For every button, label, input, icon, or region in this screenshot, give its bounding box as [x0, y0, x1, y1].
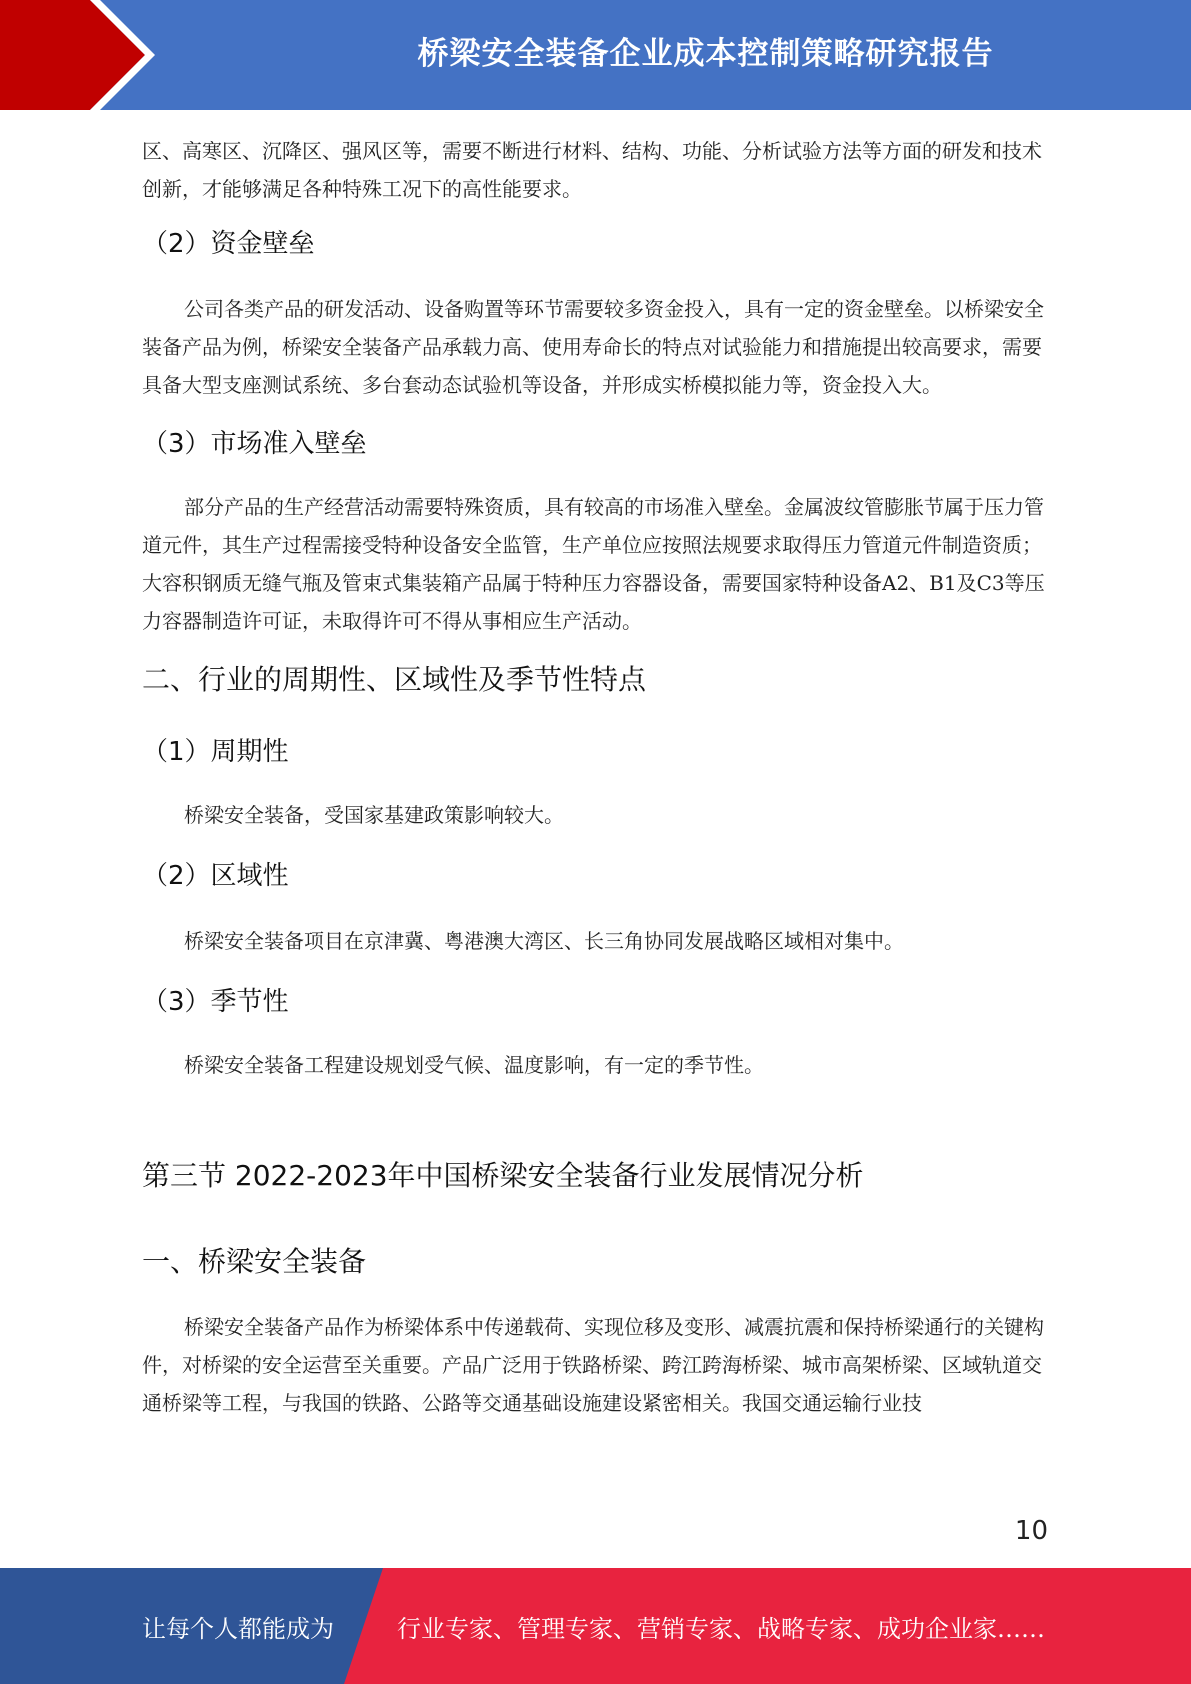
footer-slogan-right: 行业专家、管理专家、营销专家、战略专家、成功企业家……	[397, 1614, 1045, 1643]
heading-funding-barrier: （2）资金壁垒	[142, 229, 315, 259]
seasonality-paragraph: 桥梁安全装备工程建设规划受气候、温度影响，有一定的季节性。	[184, 1053, 764, 1077]
heading-seasonality: （3）季节性	[142, 987, 289, 1017]
heading-bridge-safety-equipment: 一、桥梁安全装备	[142, 1245, 367, 1278]
heading-industry-characteristics: 二、行业的周期性、区域性及季节性特点	[142, 663, 647, 696]
heading-cyclicality: （1）周期性	[142, 737, 289, 767]
document-body	[142, 132, 1047, 1422]
header-arrow-decoration	[0, 0, 160, 110]
page-footer	[0, 1568, 1191, 1684]
bridge-equipment-paragraph: 桥梁安全装备产品作为桥梁体系中传递载荷、实现位移及变形、减震抗震和保持桥梁通行的关键构件，对桥梁的安全运营至关重要。产品广泛用于铁路桥梁、跨江跨海桥梁、城市高架桥梁、区域轨道交通桥梁等工程，与我国的铁路、公路等交通基础设施建设紧密相关。我国交通运输行业技	[142, 1315, 1044, 1415]
heading-chapter-3: 第三节 2022-2023年中国桥梁安全装备行业发展情况分析	[142, 1159, 864, 1192]
funding-barrier-paragraph: 公司各类产品的研发活动、设备购置等环节需要较多资金投入，具有一定的资金壁垒。以桥梁安全装备产品为例，桥梁安全装备产品承载力高、使用寿命长的特点对试验能力和措施提出较高要求，需要具备大型支座测试系统、多台套动态试验机等设备，并形成实桥模拟能力等，资金投入大。	[142, 297, 1044, 397]
page-number: 10	[1014, 1516, 1048, 1546]
regionality-paragraph: 桥梁安全装备项目在京津冀、粤港澳大湾区、长三角协同发展战略区域相对集中。	[184, 929, 904, 953]
cyclicality-paragraph: 桥梁安全装备，受国家基建政策影响较大。	[184, 803, 564, 827]
market-barrier-paragraph: 部分产品的生产经营活动需要特殊资质，具有较高的市场准入壁垒。金属波纹管膨胀节属于压力管道元件，其生产过程需接受特种设备安全监管，生产单位应按照法规要求取得压力管道元件制造资质；大容积钢质无缝气瓶及管束式集装箱产品属于特种压力容器设备，需要国家特种设备A2、B1及C3等压力容器制造许可证，未取得许可不得从事相应生产活动。	[142, 495, 1045, 633]
intro-paragraph: 区、高寒区、沉降区、强风区等，需要不断进行材料、结构、功能、分析试验方法等方面的研发和技术创新，才能够满足各种特殊工况下的高性能要求。	[142, 139, 1042, 201]
heading-market-barrier: （3）市场准入壁垒	[142, 429, 367, 459]
footer-slogan-left: 让每个人都能成为	[142, 1614, 334, 1643]
report-title: 桥梁安全装备企业成本控制策略研究报告	[417, 35, 994, 72]
heading-regionality: （2）区域性	[142, 861, 289, 891]
page-header	[0, 0, 1191, 110]
